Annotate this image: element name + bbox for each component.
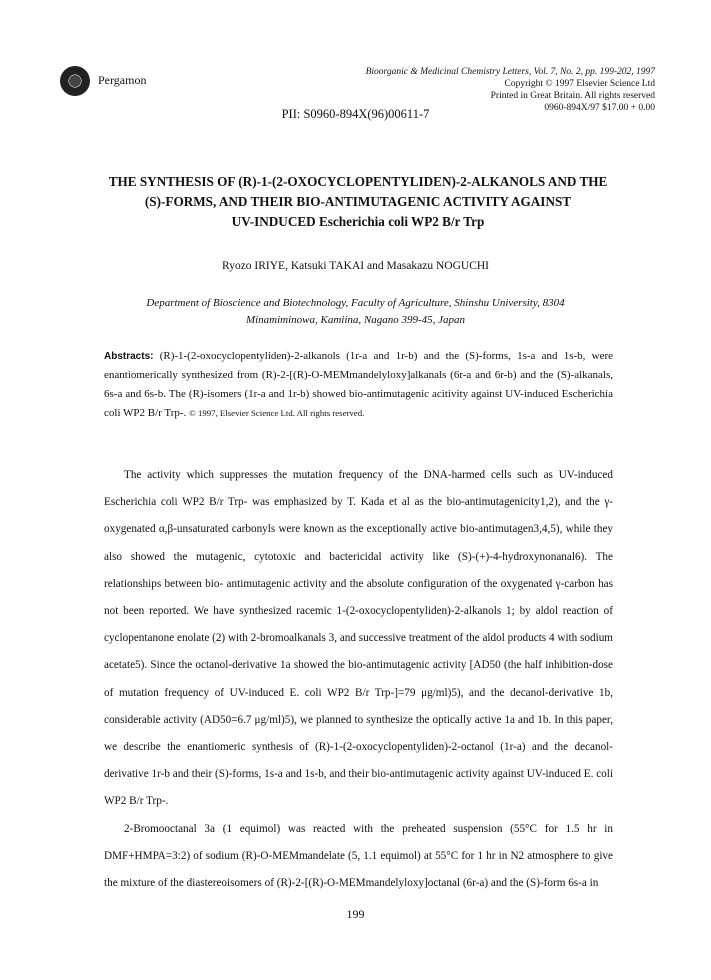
title-line-2: (S)-FORMS, AND THEIR BIO-ANTIMUTAGENIC ACTIVITY AGAINST	[144, 194, 572, 209]
title-line-3: UV-INDUCED Escherichia coli WP2 B/r Trp	[231, 214, 485, 229]
title-line-1: THE SYNTHESIS OF (R)-1-(2-OXOCYCLOPENTYLIDEN)-2-ALKANOLS AND THE	[108, 174, 608, 189]
affiliation	[0, 295, 711, 329]
logo-emblem-icon	[69, 75, 81, 87]
abstract-text: (R)-1-(2-oxocyclopentyliden)-2-alkanols (1r-a and 1r-b) and the (S)-forms, 1s-a and 1s-b, were enantiomerically synthesized from (R)-2-[(R)-O-MEMmandelyloxy]alkanals (6r-a and 6r-b) and the (S)-alkanals, 6s-a and 6s-b. The (R)-isomers (1r-a and 1r-b) showed bio-antimutagenic acitivity against UV-induced Escherichia coli WP2 B/r Trp-.	[104, 350, 613, 419]
paper-title	[60, 172, 656, 232]
publisher-logo	[60, 66, 90, 96]
abstract-copyright: © 1997, Elsevier Science Ltd. All rights reserved.	[189, 408, 365, 418]
printed-line: Printed in Great Britain. All rights reserved	[490, 91, 655, 101]
affiliation-line-2: Minamiminowa, Kamiina, Nagano 399-45, Japan	[245, 314, 466, 326]
paragraph-2: 2-Bromooctanal 3a (1 equimol) was reacted with the preheated suspension (55°C for 1.5 hr in DMF+HMPA=3:2) of sodium (R)-O-MEMmandelate (5, 1.1 equimol) at 55°C for 1 hr in N2 atmosphere to give the mixture of the diastereoisomers of (R)-2-[(R)-O-MEMmandelyloxy]octanal (6r-a) and the (S)-form 6s-a in	[104, 822, 613, 890]
body-text	[104, 462, 613, 897]
paragraph-1: The activity which suppresses the mutation frequency of the DNA-harmed cells such as UV-induced Escherichia coli WP2 B/r Trp- was emphasized by T. Kada et al as the bio-antimutagenicity1,2), and the γ-oxygenated α,β-unsaturated carbonyls were known as the exceptionally active bio-antimutagen3,4,5), while they also showed the mutagenic, cytotoxic and bactericidal activity like (S)-(+)-4-hydroxynonanal6). The relationships between bio- antimutagenic activity and the absolute configuration of the oxygenated γ-carbon has not been reported. We have synthesized racemic 1-(2-oxocyclopentyliden)-2-alkanols 1; by aldol reaction of cyclopentanone enolate (2) with 2-bromoalkanals 3, and successive treatment of the aldol products 4 with sodium acetate5). Since the octanol-derivative 1a showed the bio-antimutagenic activity [AD50 (the half inhibition-dose of mutation frequency of UV-induced E. coli WP2 B/r Trp-]=79 μg/ml)5), and the decanol-derivative 1b, considerable activity (AD50=6.7 μg/ml)5), we planned to synthesize the optically active 1a and 1b. In this paper, we describe the enantiomeric synthesis of (R)-1-(2-oxocyclopentyliden)-2-octanol (1r-a) and the decanol-derivative 1r-b and their (S)-forms, 1s-a and 1s-b, and their bio-antimutagenic activity against UV-induced E. coli WP2 B/r Trp-.	[104, 469, 613, 808]
author-list: Ryozo IRIYE, Katsuki TAKAI and Masakazu NOGUCHI	[221, 260, 489, 272]
journal-citation: Bioorganic & Medicinal Chemistry Letters, Vol. 7, No. 2, pp. 199-202, 1997	[365, 67, 655, 77]
page-number: 199	[346, 907, 365, 921]
copyright-line: Copyright © 1997 Elsevier Science Ltd	[504, 79, 655, 89]
abstract	[104, 347, 613, 423]
affiliation-line-1: Department of Bioscience and Biotechnology, Faculty of Agriculture, Shinshu University, 8304	[146, 297, 565, 309]
pii-identifier: PII: S0960-894X(96)00611-7	[281, 107, 430, 121]
price-line: 0960-894X/97 $17.00 + 0.00	[544, 103, 655, 113]
publisher-name: Pergamon	[98, 73, 147, 87]
abstract-label: Abstracts:	[104, 351, 154, 362]
